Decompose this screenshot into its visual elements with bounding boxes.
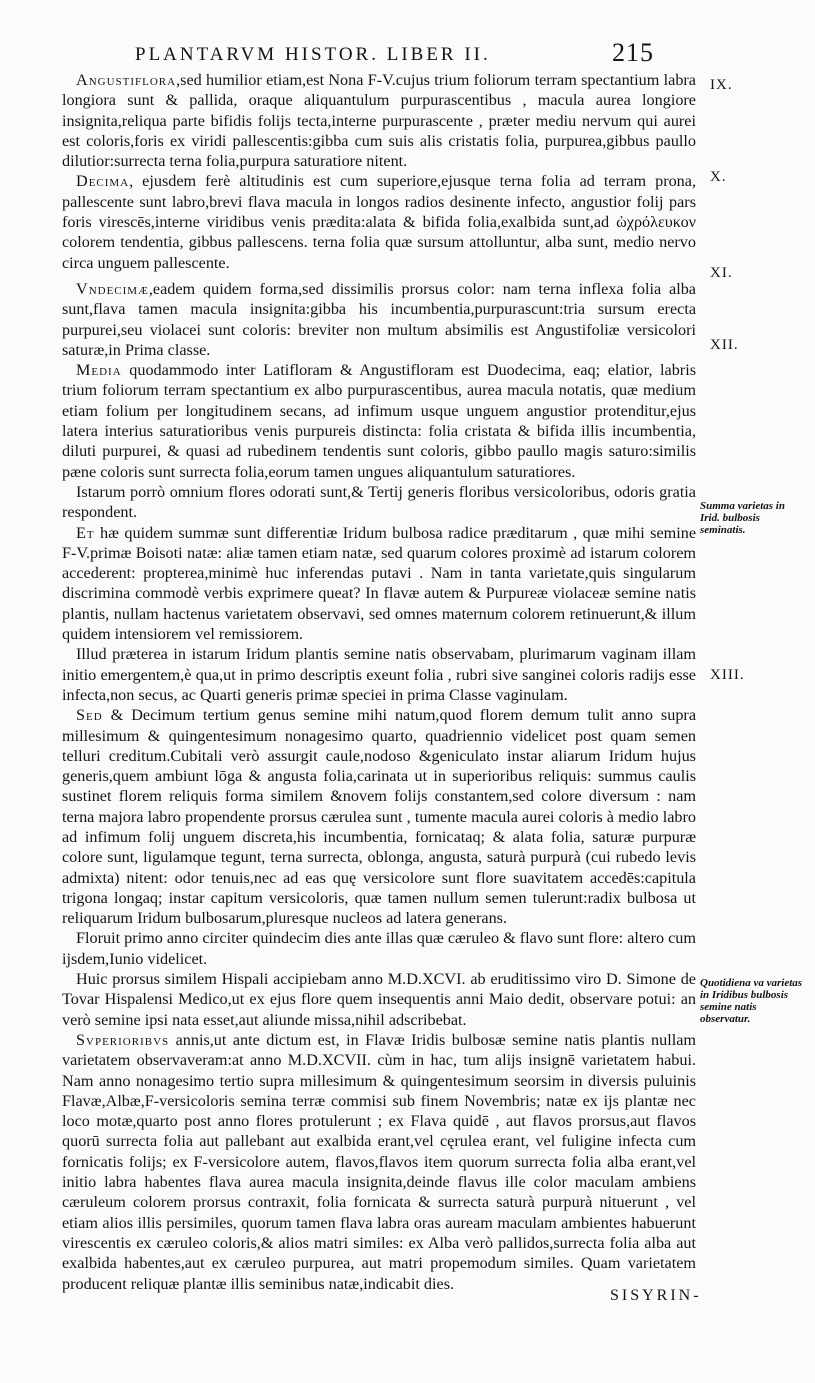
main-text-column xyxy=(62,70,696,1294)
paragraph-text: , ejusdem ferè altitudinis est cum superiore,ejusque terna folia ad terram prona, pallescente sunt labro,brevi flava macula in longos radios desinente infecto, angustior folij pars foris virescēs,interne viridibus venis prædita:alata & bifida folia,exalbida sunt,ad ὠχρόλευκον colorem tendentia, gibbus pallescens. terna folia quæ sursum attolluntur, alba sunt, medio nervo circa unguem pallescente. xyxy=(62,172,696,272)
paragraph-text: Illud præterea in istarum Iridum plantis semine natis observabam, plurimarum vaginam illam initio emergentem,è qua,ut in primo descriptis exeunt folia , rubri sive sanginei coloris radijs esse infecta,non secus, ac Quarti generis primæ speciei in prima Classe vaginulam. xyxy=(62,645,696,704)
paragraph-lead: Angustiflora xyxy=(76,71,177,89)
paragraph-lead: Vndecimæ xyxy=(76,279,149,298)
paragraph-odorati xyxy=(62,482,696,523)
margin-numeral-xii: XII. xyxy=(710,337,739,353)
paragraph-text: Huic prorsus similem Hispali accipiebam anno M.D.XCVI. ab eruditissimo viro D. Simone de Tovar Hispalensi Medico,ut ex ejus flore quem insequentis anni Maio dedit, observare potui: an verò semine ipsi nata esset,aut aliunde missa,nihil adscribebat. xyxy=(62,970,696,1029)
paragraph-differentiae xyxy=(62,523,696,645)
paragraph-text: Istarum porrò omnium flores odorati sunt,& Tertij generis floribus versicoloribus, odoris gratia respondent. xyxy=(62,482,696,522)
paragraph-lead: Decima xyxy=(76,172,130,191)
paragraph-undecima xyxy=(62,279,696,360)
paragraph-text: ,sed humilior etiam,est Nona F-V.cujus trium foliorum terram spectantium labra longiora sunt & pallida, oraque aliquantulum purpurascentibus , macula aurea longiore insignita,reliqua parte bifidis folijs tecta,interne purpurascente , præter mediu nervum qui aurei est coloris,foris ex viridi pallescentis:gibba cum suis alis cristatis folia, purpurea,gibbus paullo dilutior:surrecta terna folia,purpura saturatiore nitent. xyxy=(62,71,696,171)
paragraph-decima xyxy=(62,171,696,272)
paragraph-floruit xyxy=(62,928,696,969)
margin-numeral-xi: XI. xyxy=(710,265,733,281)
paragraph-lead: Svperioribvs xyxy=(76,1030,170,1049)
paragraph-text: & Decimum tertium genus semine mihi natum,quod florem demum tulit anno supra millesimum & quingentesimum nonagesimo quarto, quadriennio videlicet post quam semen telluri creditum.Cubitali verò assurgit caule,nodoso &geniculato instar aliarum Iridum hujus generis,quem ambiunt lōga & angusta folia,carinata ut in superioribus reliquis: summus caulis sustinet florem reliquis forma similem &novem folijs constantem,sed colore diversum : nam terna majora labro propendente prorsus cærulea sunt , tumente macula aurei coloris à medio labro ad infimum folij unguem discreta,his incumbentia, fornicataq; & alata folia, saturæ purpuræ colore sunt, ligulamque tegunt, terna surrecta, oblonga, angusta, saturà purpurà (cui rubedo levis admixta) nitent: odor tenuis,nec ad eas quę versicolore sunt flore suavitatem accedēs:capitula trigona longaq; instar capitum versicoloris, quæ tamen nullum semen tulerunt:radix bulbosa ut reliquarum Iridum bulbosarum,pluresque nucleos ad latera generans. xyxy=(62,706,696,928)
page-number: 215 xyxy=(612,38,654,67)
paragraph-text: Floruit primo anno circiter quindecim dies ante illas quæ cæruleo & flavo sunt flore: altero cum ijsdem,Iunio videlicet. xyxy=(62,929,696,968)
paragraph-superioribus xyxy=(62,1030,696,1294)
paragraph-text: annis,ut ante dictum est, in Flavæ Iridis bulbosæ semine natis plantis nullam varietatem observaveram:at anno M.D.XCVII. cùm in hac, tum alijs insignē varietatem habui. Nam anno nonagesimo tertio supra millesimum & quingentesimum seorsim in diversis puluinis Flavæ,Albæ,F-versicoloris semina terræ commisi sub finem Novembris; natæ ex ijs plantæ nec loco motæ,quarto post anno flores protulerunt ; ex Flava quidē , aut flavos prorsus,aut flavos quorū surrecta folia aut pallebant aut exalbida erant,vel cęrulea erant, vel fuligine infecta cum fornicatis folijs; ex F-versicolore autem, flavos,flavos item quorum surrecta folia alba erant,vel initio labra habentes flava aurea macula insignita,deinde flavus ille color maculam ambiens cæruleum colorem prorsus contraxit, folia fornicata & surrecta saturà purpurà nituerunt , vel etiam alios illis persimiles, quorum tamen flava labra oras auream maculam ambientes habuerunt virescentis ex cæruleo coloris,& alios matri similes: ex Alba verò pallidos,surrecta folia alba aut exalbida habentes,aut ex cæruleo purpurea, aut matri propemodum similes. Quam varietatem producent reliquæ plantæ illis seminibus natæ,indicabit dies. xyxy=(62,1030,696,1293)
margin-note-summa: Summa varietas in Irid. bulbosis seminatis. xyxy=(700,500,785,536)
margin-note-quotidiena: Quotidiena va varietas in Iridibus bulbosis semine natis observatur. xyxy=(700,977,803,1025)
paragraph-nona xyxy=(62,70,696,171)
catchword: SISYRIN- xyxy=(610,1287,702,1304)
margin-numeral-x: X. xyxy=(710,169,727,185)
margin-numeral-xiii: XIII. xyxy=(710,667,745,683)
running-title: PLANTARVM HISTOR. LIBER II. xyxy=(135,44,491,65)
paragraph-decimum-tertium xyxy=(62,705,696,928)
paragraph-text: ,eadem quidem forma,sed dissimilis prorsus color: nam terna inflexa folia alba sunt,flava tamen macula insignita:gibba his incumbentia,purpurascunt:tria sursum erecta purpurei,seu violacei sunt coloris: breviter non multum absimilis est Angustifoliæ versicolori saturæ,in Prima classe. xyxy=(62,279,696,359)
margin-numeral-ix: IX. xyxy=(710,77,733,93)
paragraph-lead: Media xyxy=(76,361,122,380)
paragraph-lead: Et xyxy=(76,523,95,542)
paragraph-hispali xyxy=(62,969,696,1030)
paragraph-vaginam xyxy=(62,644,696,705)
paragraph-duodecima xyxy=(62,360,696,482)
paragraph-text: quodammodo inter Latifloram & Angustifloram est Duodecima, eaq; elatior, labris trium foliorum terram spectantium ex albo purpurascentibus, aurea macula notatis, quæ medium etiam folium per longitudinem secans, ad infimum usque unguem angustior protenditur,ejus latera interius saturatioribus venis purpureis distincta: folia cristata & bifida illis incumbentia, diluti purpurei, & quasi ad rubedinem tendentis sunt coloris, gibbo paullo magis saturo:similis pæne coloris sunt surrecta folia,eorum tamen ungues aliquantulum saturatiores. xyxy=(62,361,696,481)
paragraph-lead: Sed xyxy=(76,706,103,725)
paragraph-text: hæ quidem summæ sunt differentiæ Iridum bulbosa radice præditarum , quæ mihi semine F-V.primæ Boisoti natæ: aliæ tamen etiam natæ, sed quarum colores proximè ad istarum colorem accederent: propterea,minimè huc inferendas putavi . Nam in tanta varietate,quis singularum discrimina commodè verbis exprimere queat? In flavæ autem & Purpureæ violaceæ semine natis plantis, nullam hactenus varietatem observavi, sed omnes maternum colorem retinuerunt,& illum quidem intensiorem vel remissiorem. xyxy=(62,523,696,644)
